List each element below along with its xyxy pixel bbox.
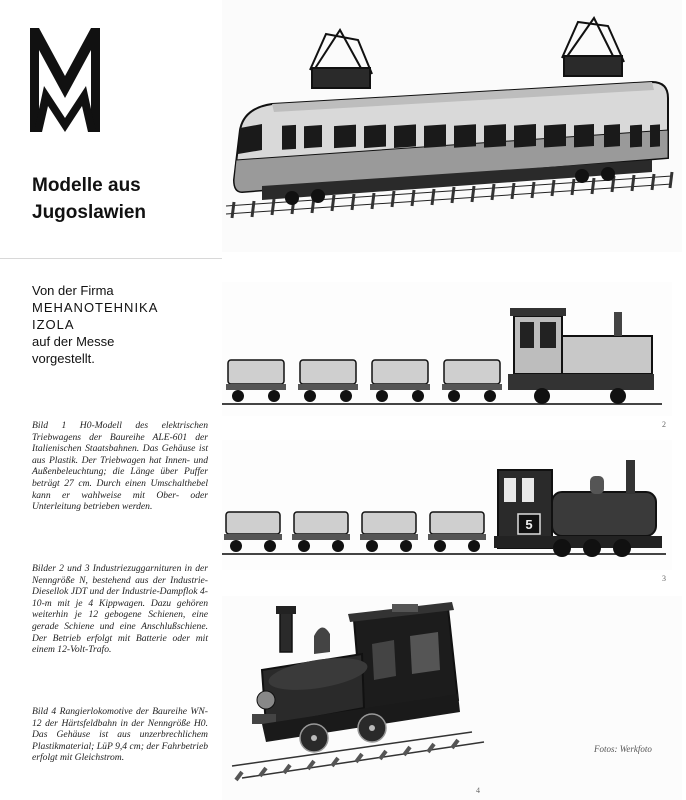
- figure-number-4: 4: [476, 786, 480, 795]
- title-line-1: Modelle aus: [32, 175, 141, 196]
- page-title: [32, 172, 202, 226]
- messe-logo: [30, 28, 100, 132]
- caption-bild-2-3: Bilder 2 und 3 Industriezuggarnituren in der Nenngröße N, bestehend aus der Industrie-Diesellok JDT und der Industrie-Dampflok 4-10-m mit je 4 Kippwagen. Dazu gehören weiterhin je 12 gebogene Schienen, eine gerade Schiene und eine Anschlußschiene. Der Betrieb erfolgt mit Batterie oder mit einem 12-Volt-Trafo.: [32, 563, 208, 656]
- caption-bild-4: Bild 4 Rangierlokomotive der Baureihe WN-12 der Härtsfeldbahn in der Nenngröße H0. Das Gehäuse ist aus unzerbrechlichem Plastikmaterial; LüP 9,4 cm; der Fahrbetrieb erfolgt mit Gleichstrom.: [32, 706, 208, 764]
- intro-line-1: Von der Firma: [32, 283, 114, 298]
- title-line-2: Jugoslawien: [32, 202, 147, 223]
- intro-company-2: IZOLA: [32, 317, 75, 332]
- photo-shunting-loco: [222, 596, 682, 800]
- intro-text: [32, 282, 212, 367]
- figure-number-2: 2: [662, 420, 666, 429]
- figure-number-3: 3: [662, 574, 666, 583]
- intro-company-1: MEHANOTEHNIKA: [32, 300, 159, 315]
- caption-bild-1: Bild 1 H0-Modell des elektrischen Triebwagens der Baureihe ALE-601 der Italienischen Staatsbahnen. Das Gehäuse ist aus Plastik. Der Triebwagen hat Innen- und Außenbeleuchtung; die Länge über Puffer beträgt 27 cm. Durch einen Umschalthebel kann er wahlweise mit Ober- oder Unterleitung betrieben werden.: [32, 420, 208, 513]
- intro-line-4: auf der Messe: [32, 334, 115, 349]
- divider: [0, 258, 222, 259]
- photo-diesel-train: [222, 282, 672, 416]
- loco-number-plate: 5: [525, 517, 533, 532]
- intro-line-5: vorgestellt.: [32, 351, 95, 366]
- photo-steam-train: [222, 440, 672, 570]
- photo-credit: Fotos: Werkfoto: [594, 744, 652, 754]
- photo-railcar: [222, 0, 682, 252]
